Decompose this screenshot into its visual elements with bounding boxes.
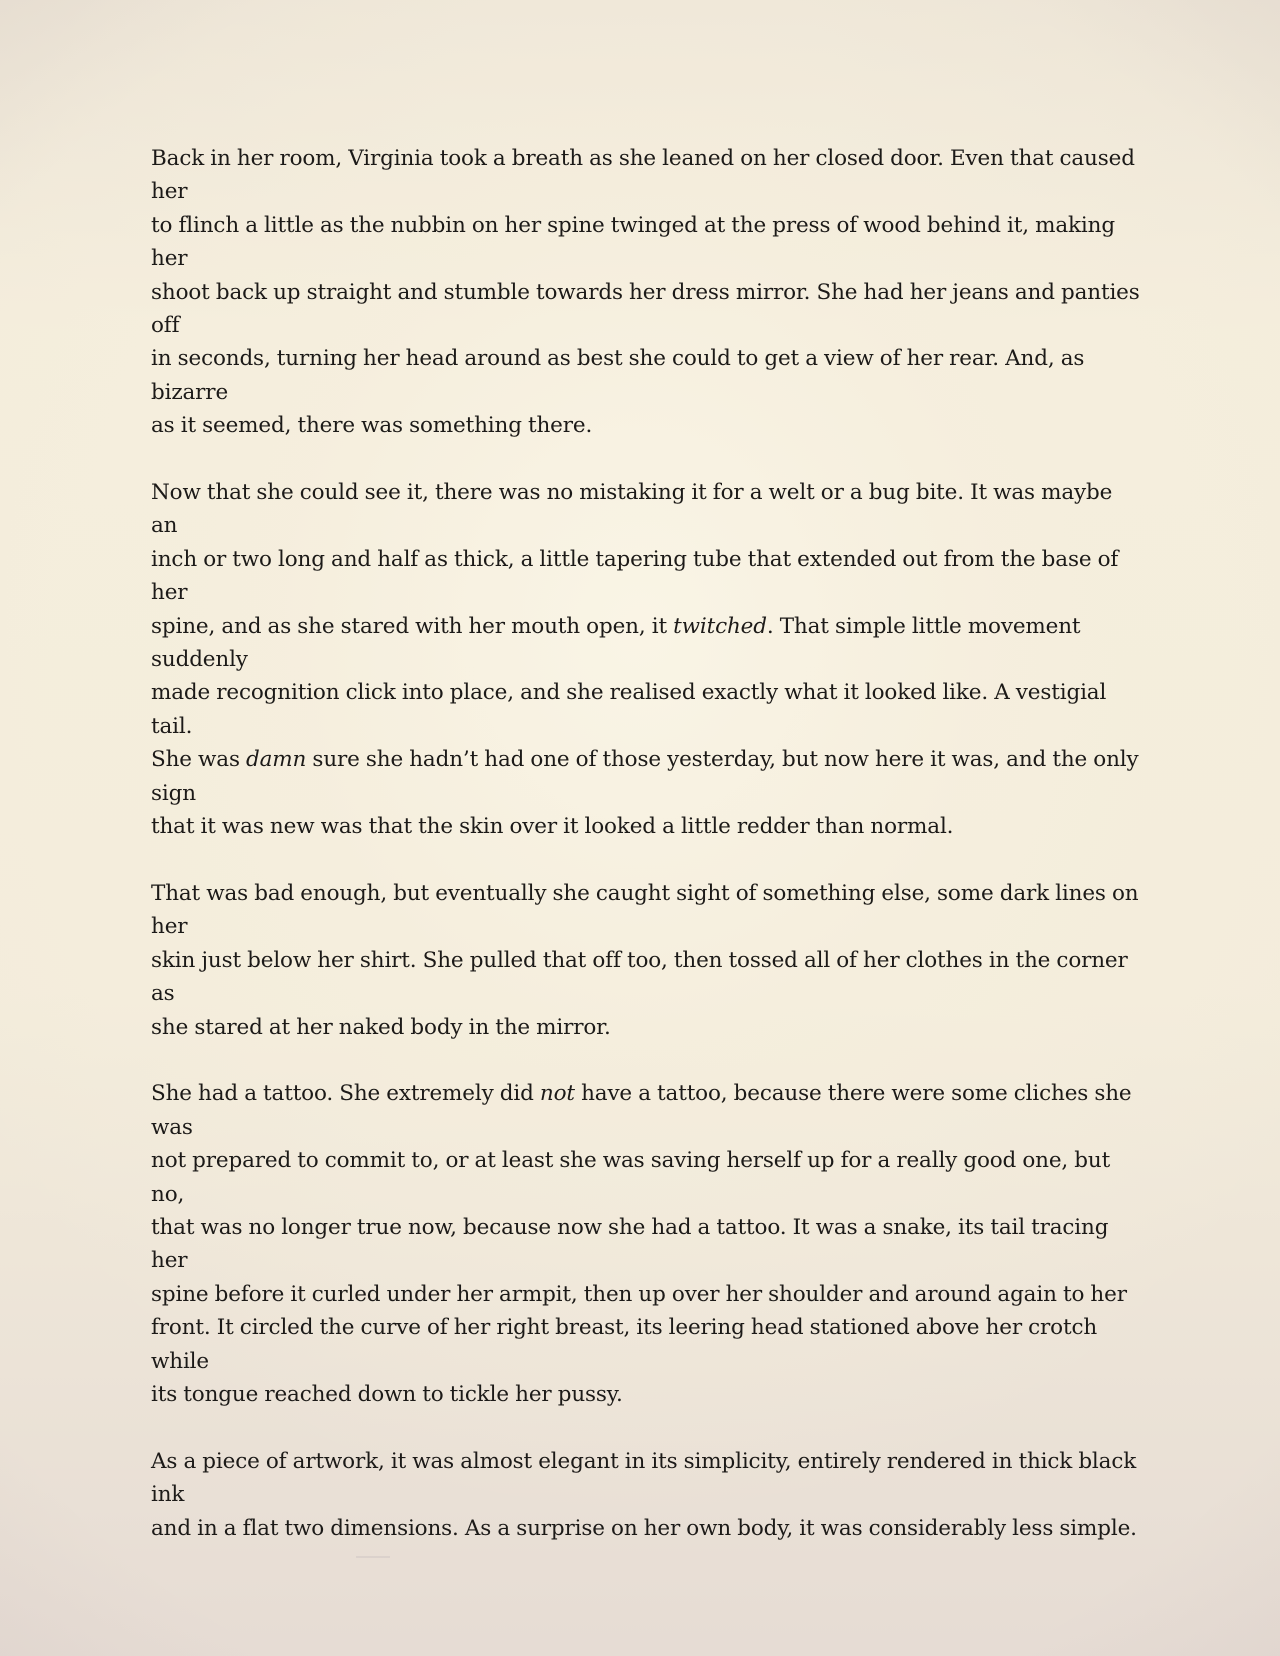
body-text (151, 142, 1141, 1578)
text-run: . That simple little movement suddenly made recognition click into place, and she realised exactly what it looked like. A vestigial tail. She was (151, 613, 1107, 773)
paragraph (151, 476, 1141, 843)
paragraph (151, 877, 1141, 1044)
text-run: Now that she could see it, there was no mistaking it for a welt or a bug bite. It was maybe an inch or two long and half as thick, a little tapering tube that extended out from the base of her spine, and as she stared with her mouth open, it (151, 480, 1119, 639)
text-run: As a piece of artwork, it was almost elegant in its simplicity, entirely rendered in thick black ink and in a flat two dimensions. As a surprise on her own body, it was considerably less simple. (151, 1448, 1137, 1541)
paragraph (151, 142, 1141, 443)
text-run: sure she hadn’t had one of those yesterday, but now here it was, and the only sign that it was new was that the skin over it looked a little redder than normal. (151, 747, 1139, 840)
paragraph (151, 1077, 1141, 1411)
paragraph (151, 1445, 1141, 1545)
text-run: have a tattoo, because there were some cliches she was not prepared to commit to, or at least she was saving herself up for a really good one, but no, that was no longer true now, because now she had a tattoo. It was a snake, its tail tracing her spine before it curled under her armpit, then up over her shoulder and around again to her front. It circled the curve of her right breast, its leering head stationed above her crotch while its tongue reached down to tickle her pussy. (151, 1081, 1132, 1407)
italic-text: damn (246, 747, 307, 773)
text-run: That was bad enough, but eventually she caught sight of something else, some dark lines on her skin just below her shirt. She pulled that off too, then tossed all of her clothes in the corner as she stared at her naked body in the mirror. (151, 880, 1139, 1040)
text-run: She had a tattoo. She extremely did (151, 1081, 540, 1107)
text-run: Back in her room, Virginia took a breath as she leaned on her closed door. Even that caused her to flinch a little as the nubbin on her spine twinged at the press of wood behind it, making her shoot back up straight and stumble towards her dress mirror. She had her jeans and panties off in seconds, turning her head around as best she could to get a view of her rear. And, as bizarre as it seemed, there was something there. (151, 146, 1140, 439)
italic-text: not (539, 1081, 575, 1107)
paper-speck (356, 1556, 390, 1558)
italic-text: twitched (673, 613, 767, 639)
